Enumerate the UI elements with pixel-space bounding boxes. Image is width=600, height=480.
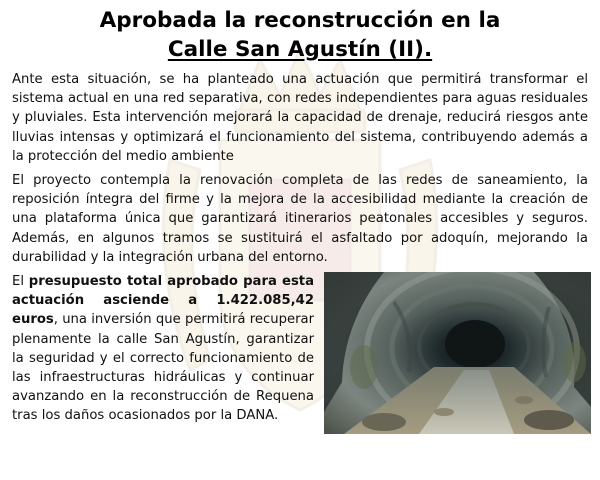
budget-section [12, 272, 588, 462]
title-line-1: Aprobada la reconstrucción en la [99, 8, 501, 33]
sewer-tunnel-photo [324, 272, 591, 434]
paragraph-drainage: Ante esta situación, se ha planteado una actuación que permitirá transformar el sistema actual en una red separativa, con redes independientes para aguas residuales y pluviales. Esta intervención mejorará la capacidad de drenaje, reducirá riesgos ante lluvias intensas y optimizará el funcionamiento del sistema, contribuyendo además a la protección del medio ambiente [12, 72, 588, 164]
paragraph-budget [12, 272, 314, 426]
budget-rest: , una inversión que permitirá recuperar plenamente la calle San Agustín, garantizar la seguridad y el correcto funcionamiento de las infraestructuras hidráulicas y continuar avanzando en la reconstrucción de Requena tras los daños ocasionados por la DANA. [12, 312, 314, 424]
title-line-2: Calle San Agustín (II). [167, 37, 433, 62]
budget-highlight: presupuesto total aprobado para esta actuación asciende a 1.422.085,42 euros [12, 274, 314, 328]
paragraph-project: El proyecto contempla la renovación completa de las redes de saneamiento, la reposición íntegra del firme y la mejora de la accesibilidad mediante la creación de una plataforma única que garantizará itinerarios peatonales accesibles y seguros. Además, en algunos tramos se sustituirá el asfaltado por adoquín, mejorando la durabilidad y la integración urbana del entorno. [12, 173, 588, 265]
budget-intro: El [12, 274, 29, 290]
page-title [12, 6, 588, 64]
